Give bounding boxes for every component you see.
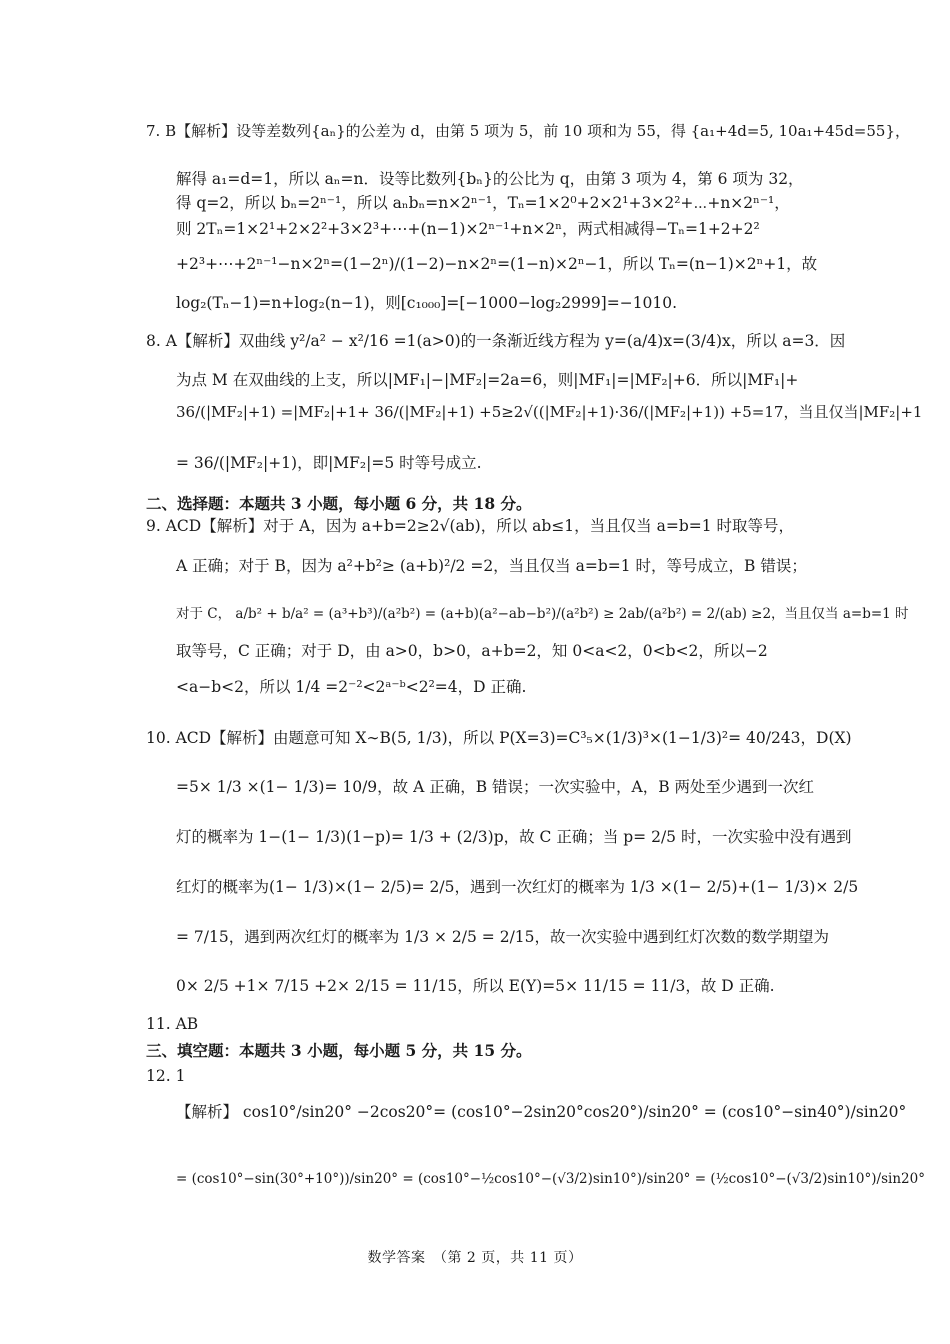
problem-10-line-2: =5× 1/3 ×(1− 1/3)= 10/9，故 A 正确，B 错误；一次实验中，A，B 两处至少遇到一次红	[176, 778, 815, 796]
problem-7-line-3: 得 q=2，所以 bₙ=2ⁿ⁻¹，所以 aₙbₙ=n×2ⁿ⁻¹，Tₙ=1×2⁰+2×2¹+3×2²+⋯+n×2ⁿ⁻¹，	[176, 194, 790, 212]
problem-8-line-2: 为点 M 在双曲线的上支，所以|MF₁|−|MF₂|=2a=6，则|MF₁|=|MF₂|+6．所以|MF₁|+	[176, 371, 799, 389]
problem-10-line-5: = 7/15，遇到两次红灯的概率为 1/3 × 2/5 = 2/15，故一次实验中遇到红灯次数的数学期望为	[176, 928, 830, 946]
problem-10-line-1: 10. ACD【解析】由题意可知 X∼B(5, 1/3)，所以 P(X=3)=C³₅×(1/3)³×(1−1/3)²= 40/243，D(X)	[146, 729, 852, 747]
answer-11: 11. AB	[146, 1015, 199, 1033]
problem-9-line-4: 取等号，C 正确；对于 D，由 a>0，b>0，a+b=2，知 0<a<2，0<b<2，所以−2	[176, 642, 768, 660]
problem-10-line-3: 灯的概率为 1−(1− 1/3)(1−p)= 1/3 + (2/3)p，故 C 正确；当 p= 2/5 时，一次实验中没有遇到	[176, 828, 852, 846]
problem-7-line-1: 7. B【解析】设等差数列{aₙ}的公差为 d，由第 5 项为 5，前 10 项和为 55，得 {a₁+4d=5, 10a₁+45d=55}，	[146, 122, 910, 140]
problem-9-line-5: <a−b<2，所以 1/4 =2⁻²<2ᵃ⁻ᵇ<2²=4，D 正确.	[176, 678, 527, 696]
problem-10-line-6: 0× 2/5 +1× 7/15 +2× 2/15 = 11/15，所以 E(Y)=5× 11/15 = 11/3，故 D 正确.	[176, 977, 775, 995]
problem-8-line-4: = 36/(|MF₂|+1)，即|MF₂|=5 时等号成立.	[176, 454, 482, 472]
page-footer: 数学答案 （第 2 页，共 11 页）	[367, 1250, 583, 1266]
problem-9-line-1: 9. ACD【解析】对于 A，因为 a+b=2≥2√(ab)，所以 ab≤1，当且仅当 a=b=1 时取等号，	[146, 517, 795, 535]
problem-7-line-6: log₂(Tₙ−1)=n+log₂(n−1)，则[c₁₀₀₀]=[−1000−log₂2999]=−1010.	[176, 294, 678, 312]
solution-12-line-2: = (cos10°−sin(30°+10°))/sin20° = (cos10°−½cos10°−(√3/2)sin10°)/sin20° = (½cos10°−(√3/2)sin10°)/sin20°	[176, 1171, 925, 1187]
problem-10-line-4: 红灯的概率为(1− 1/3)×(1− 2/5)= 2/5，遇到一次红灯的概率为 1/3 ×(1− 2/5)+(1− 1/3)× 2/5	[176, 878, 859, 896]
answer-12: 12. 1	[146, 1067, 186, 1085]
section-3-heading: 三、填空题：本题共 3 小题，每小题 5 分，共 15 分。	[146, 1041, 532, 1060]
problem-9-line-2: A 正确；对于 B，因为 a²+b²≥ (a+b)²/2 =2，当且仅当 a=b=1 时，等号成立，B 错误；	[176, 557, 807, 575]
problem-7-line-5: +2³+⋯+2ⁿ⁻¹−n×2ⁿ=(1−2ⁿ)/(1−2)−n×2ⁿ=(1−n)×2ⁿ−1，所以 Tₙ=(n−1)×2ⁿ+1，故	[176, 255, 818, 273]
problem-8-line-1: 8. A【解析】双曲线 y²/a² − x²/16 =1(a>0)的一条渐近线方程为 y=(a/4)x=(3/4)x，所以 a=3．因	[146, 332, 846, 350]
problem-9-line-3: 对于 C， a/b² + b/a² = (a³+b³)/(a²b²) = (a+b)(a²−ab−b²)/(a²b²) ≥ 2ab/(a²b²) = 2/(ab) ≥2，当且仅当 a=b=1 时	[176, 606, 909, 622]
section-2-heading: 二、选择题：本题共 3 小题，每小题 6 分，共 18 分。	[146, 494, 532, 513]
problem-7-line-2: 解得 a₁=d=1，所以 aₙ=n．设等比数列{bₙ}的公比为 q，由第 3 项为 4，第 6 项为 32，	[176, 170, 804, 188]
problem-8-line-3: 36/(|MF₂|+1) =|MF₂|+1+ 36/(|MF₂|+1) +5≥2√((|MF₂|+1)·36/(|MF₂|+1)) +5=17，当且仅当|MF₂|+1	[176, 403, 923, 421]
solution-12-line-1: 【解析】 cos10°/sin20° −2cos20°= (cos10°−2sin20°cos20°)/sin20° = (cos10°−sin40°)/sin20°	[176, 1103, 907, 1121]
problem-7-line-4: 则 2Tₙ=1×2¹+2×2²+3×2³+⋯+(n−1)×2ⁿ⁻¹+n×2ⁿ，两式相减得−Tₙ=1+2+2²	[176, 220, 760, 238]
